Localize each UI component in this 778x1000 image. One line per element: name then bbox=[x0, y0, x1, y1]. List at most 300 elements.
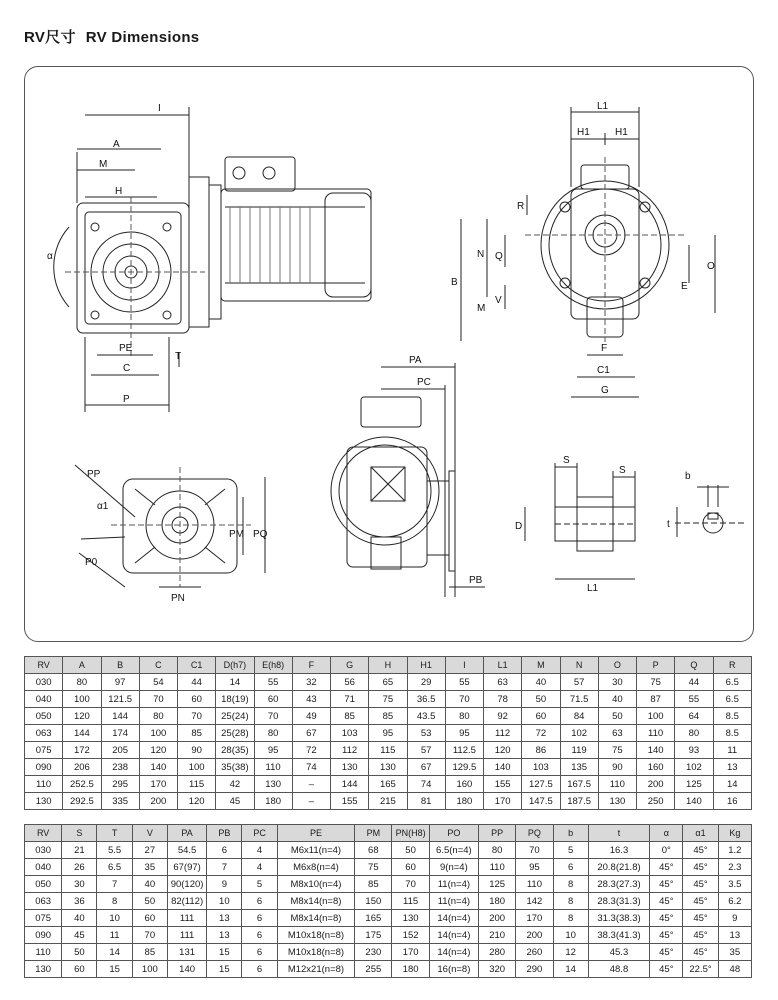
table-cell: 95 bbox=[254, 742, 292, 759]
dimensions-table-2-container bbox=[24, 824, 752, 978]
table-cell: 35 bbox=[718, 944, 751, 961]
table-cell: 6 bbox=[242, 961, 277, 978]
table-cell: 60 bbox=[392, 859, 429, 876]
label-P0: P0 bbox=[85, 557, 98, 568]
table-row bbox=[25, 674, 752, 691]
table-cell: 67 bbox=[407, 759, 445, 776]
title-cn: RV尺寸 bbox=[24, 29, 76, 46]
table-cell: 3.5 bbox=[718, 876, 751, 893]
table-cell: – bbox=[292, 793, 330, 810]
column-header: A bbox=[63, 657, 101, 674]
table-cell: 90(120) bbox=[167, 876, 206, 893]
label-H1-right: H1 bbox=[615, 127, 628, 138]
table-cell: 14 bbox=[216, 674, 254, 691]
table-cell: 85 bbox=[369, 708, 407, 725]
table-cell: 81 bbox=[407, 793, 445, 810]
table-cell: 6.5 bbox=[713, 691, 752, 708]
table-row bbox=[25, 725, 752, 742]
table-cell: 130 bbox=[369, 759, 407, 776]
table-cell: 36.5 bbox=[407, 691, 445, 708]
table-cell: 2.3 bbox=[718, 859, 751, 876]
table-cell: 170 bbox=[392, 944, 429, 961]
table-cell: 14(n=4) bbox=[429, 910, 478, 927]
column-header: N bbox=[560, 657, 598, 674]
row-model-cell: 050 bbox=[25, 708, 63, 725]
table-cell: 140 bbox=[484, 759, 522, 776]
row-model-cell: 090 bbox=[25, 927, 62, 944]
table-cell: 45° bbox=[683, 893, 718, 910]
table-cell: 14(n=4) bbox=[429, 927, 478, 944]
table-cell: 44 bbox=[675, 674, 713, 691]
table-cell: 8.5 bbox=[713, 725, 752, 742]
table-cell: 103 bbox=[331, 725, 369, 742]
table-cell: 74 bbox=[407, 776, 445, 793]
row-model-cell: 063 bbox=[25, 725, 63, 742]
table-cell: 45° bbox=[683, 944, 718, 961]
label-PC: PC bbox=[417, 377, 431, 388]
table-cell: 45° bbox=[650, 893, 683, 910]
table-cell: 70 bbox=[392, 876, 429, 893]
title-en: RV Dimensions bbox=[85, 29, 200, 46]
column-header: I bbox=[445, 657, 483, 674]
table-cell: 130 bbox=[392, 910, 429, 927]
table-cell: 95 bbox=[445, 725, 483, 742]
table-cell: 6 bbox=[242, 944, 277, 961]
table-cell: 170 bbox=[516, 910, 553, 927]
label-N: N bbox=[477, 249, 485, 260]
label-A: A bbox=[113, 139, 120, 150]
table-cell: 18(19) bbox=[216, 691, 254, 708]
table-cell: 31.3(38.3) bbox=[588, 910, 649, 927]
table-cell: 180 bbox=[254, 793, 292, 810]
row-model-cell: 040 bbox=[25, 859, 62, 876]
table-cell: 180 bbox=[392, 961, 429, 978]
column-header: S bbox=[62, 825, 97, 842]
table-cell: 100 bbox=[178, 759, 216, 776]
column-header: t bbox=[588, 825, 649, 842]
table-cell: 14(n=4) bbox=[429, 944, 478, 961]
row-model-cell: 050 bbox=[25, 876, 62, 893]
table-cell: 167.5 bbox=[560, 776, 598, 793]
table-cell: 71.5 bbox=[560, 691, 598, 708]
table-cell: 60 bbox=[132, 910, 167, 927]
table-cell: 125 bbox=[675, 776, 713, 793]
table-cell: 125 bbox=[479, 876, 516, 893]
table-cell: 74 bbox=[292, 759, 330, 776]
label-C1: C1 bbox=[597, 365, 610, 376]
table-cell: 25(28) bbox=[216, 725, 254, 742]
table-cell: 9(n=4) bbox=[429, 859, 478, 876]
column-header: b bbox=[553, 825, 588, 842]
table-cell: 57 bbox=[407, 742, 445, 759]
table-2-body bbox=[25, 842, 752, 978]
table-cell: 29 bbox=[407, 674, 445, 691]
table-cell: 160 bbox=[445, 776, 483, 793]
label-alpha1: α1 bbox=[97, 501, 109, 512]
column-header: Kg bbox=[718, 825, 751, 842]
table-cell: 120 bbox=[178, 793, 216, 810]
label-B: B bbox=[451, 277, 458, 288]
table-cell: 14 bbox=[97, 944, 132, 961]
column-header: P bbox=[637, 657, 675, 674]
table-cell: 57 bbox=[560, 674, 598, 691]
table-cell: 40 bbox=[522, 674, 560, 691]
table-cell: 280 bbox=[479, 944, 516, 961]
row-model-cell: 075 bbox=[25, 742, 63, 759]
table-cell: 160 bbox=[637, 759, 675, 776]
table-cell: 15 bbox=[207, 961, 242, 978]
table-cell: 255 bbox=[355, 961, 392, 978]
table-cell: 11 bbox=[97, 927, 132, 944]
table-cell: 50 bbox=[132, 893, 167, 910]
table-cell: – bbox=[292, 776, 330, 793]
column-header: F bbox=[292, 657, 330, 674]
column-header: L1 bbox=[484, 657, 522, 674]
column-header: RV bbox=[25, 825, 62, 842]
label-R: R bbox=[517, 201, 525, 212]
table-cell: 70 bbox=[139, 691, 177, 708]
table-cell: 110 bbox=[254, 759, 292, 776]
label-H1-left: H1 bbox=[577, 127, 590, 138]
table-cell: 67(97) bbox=[167, 859, 206, 876]
table-cell: M10x18(n=8) bbox=[277, 927, 355, 944]
table-cell: 27 bbox=[132, 842, 167, 859]
table-cell: 250 bbox=[637, 793, 675, 810]
table-cell: 60 bbox=[522, 708, 560, 725]
row-model-cell: 063 bbox=[25, 893, 62, 910]
label-O: O bbox=[707, 261, 715, 272]
table-cell: 35(38) bbox=[216, 759, 254, 776]
table-cell: 11(n=4) bbox=[429, 893, 478, 910]
table-cell: 0° bbox=[650, 842, 683, 859]
column-header: C1 bbox=[178, 657, 216, 674]
label-D: D bbox=[515, 521, 523, 532]
table-cell: 187.5 bbox=[560, 793, 598, 810]
table-cell: 140 bbox=[139, 759, 177, 776]
table-cell: 42 bbox=[216, 776, 254, 793]
column-header: PQ bbox=[516, 825, 553, 842]
table-cell: 45° bbox=[650, 961, 683, 978]
table-cell: 100 bbox=[63, 691, 101, 708]
gearbox-motor-view bbox=[54, 107, 371, 412]
table-cell: 44 bbox=[178, 674, 216, 691]
table-row bbox=[25, 759, 752, 776]
table-cell: 170 bbox=[139, 776, 177, 793]
label-S-right: S bbox=[619, 465, 626, 476]
table-cell: 206 bbox=[63, 759, 101, 776]
table-cell: 50 bbox=[62, 944, 97, 961]
table-cell: 70 bbox=[445, 691, 483, 708]
table-cell: 180 bbox=[479, 893, 516, 910]
label-M-front: M bbox=[477, 303, 486, 314]
table-cell: 144 bbox=[331, 776, 369, 793]
table-cell: 40 bbox=[132, 876, 167, 893]
table-cell: 40 bbox=[598, 691, 636, 708]
table-cell: 100 bbox=[139, 725, 177, 742]
label-V: V bbox=[495, 295, 502, 306]
table-cell: 6 bbox=[207, 842, 242, 859]
flange-face-view bbox=[75, 465, 265, 587]
table-cell: 129.5 bbox=[445, 759, 483, 776]
table-row bbox=[25, 742, 752, 759]
table-cell: 95 bbox=[516, 859, 553, 876]
table-cell: 50 bbox=[392, 842, 429, 859]
label-PB: PB bbox=[469, 575, 483, 586]
table-cell: 13 bbox=[207, 910, 242, 927]
table-cell: 100 bbox=[637, 708, 675, 725]
label-S-left: S bbox=[563, 455, 570, 466]
table-cell: M8x14(n=8) bbox=[277, 893, 355, 910]
column-header: B bbox=[101, 657, 139, 674]
table-cell: 45° bbox=[650, 944, 683, 961]
label-PN: PN bbox=[171, 593, 185, 604]
table-cell: 82(112) bbox=[167, 893, 206, 910]
table-cell: 16(n=8) bbox=[429, 961, 478, 978]
column-header: Q bbox=[675, 657, 713, 674]
table-cell: 54 bbox=[139, 674, 177, 691]
table-cell: 85 bbox=[178, 725, 216, 742]
table-1-header-row bbox=[25, 657, 752, 674]
column-header: H1 bbox=[407, 657, 445, 674]
table-cell: 40 bbox=[62, 910, 97, 927]
table-cell: 60 bbox=[62, 961, 97, 978]
table-cell: 115 bbox=[392, 893, 429, 910]
table-cell: 97 bbox=[101, 674, 139, 691]
table-row bbox=[25, 793, 752, 810]
label-alpha: α bbox=[47, 251, 53, 262]
table-row bbox=[25, 961, 752, 978]
table-cell: 60 bbox=[178, 691, 216, 708]
table-cell: 14 bbox=[713, 776, 752, 793]
table-cell: 10 bbox=[553, 927, 588, 944]
table-cell: 86 bbox=[522, 742, 560, 759]
label-Q: Q bbox=[495, 251, 503, 262]
row-model-cell: 075 bbox=[25, 910, 62, 927]
table-cell: 63 bbox=[484, 674, 522, 691]
label-t: t bbox=[667, 519, 670, 530]
table-cell: 110 bbox=[479, 859, 516, 876]
table-cell: 111 bbox=[167, 927, 206, 944]
column-header: O bbox=[598, 657, 636, 674]
table-cell: 210 bbox=[479, 927, 516, 944]
table-cell: 155 bbox=[484, 776, 522, 793]
table-cell: 205 bbox=[101, 742, 139, 759]
table-cell: 4 bbox=[242, 842, 277, 859]
table-cell: 110 bbox=[598, 776, 636, 793]
column-header: PC bbox=[242, 825, 277, 842]
table-cell: 71 bbox=[331, 691, 369, 708]
table-row bbox=[25, 944, 752, 961]
table-cell: 260 bbox=[516, 944, 553, 961]
table-cell: 165 bbox=[369, 776, 407, 793]
table-cell: 103 bbox=[522, 759, 560, 776]
table-cell: 80 bbox=[63, 674, 101, 691]
table-cell: 32 bbox=[292, 674, 330, 691]
row-model-cell: 040 bbox=[25, 691, 63, 708]
table-cell: 78 bbox=[484, 691, 522, 708]
table-cell: 45° bbox=[650, 910, 683, 927]
table-cell: 63 bbox=[598, 725, 636, 742]
table-cell: 90 bbox=[178, 742, 216, 759]
table-cell: 13 bbox=[718, 927, 751, 944]
table-cell: 16.3 bbox=[588, 842, 649, 859]
table-cell: 45° bbox=[683, 927, 718, 944]
table-cell: 15 bbox=[97, 961, 132, 978]
table-cell: 292.5 bbox=[63, 793, 101, 810]
column-header: C bbox=[139, 657, 177, 674]
table-cell: 135 bbox=[560, 759, 598, 776]
table-cell: 147.5 bbox=[522, 793, 560, 810]
table-cell: 21 bbox=[62, 842, 97, 859]
table-cell: 127.5 bbox=[522, 776, 560, 793]
table-cell: 95 bbox=[369, 725, 407, 742]
table-cell: 172 bbox=[63, 742, 101, 759]
table-cell: 5 bbox=[553, 842, 588, 859]
table-cell: 9 bbox=[207, 876, 242, 893]
row-model-cell: 130 bbox=[25, 793, 63, 810]
table-cell: 48.8 bbox=[588, 961, 649, 978]
table-cell: 35 bbox=[132, 859, 167, 876]
hollow-shaft-view bbox=[525, 463, 635, 579]
table-cell: 140 bbox=[167, 961, 206, 978]
table-row bbox=[25, 708, 752, 725]
table-cell: 1.2 bbox=[718, 842, 751, 859]
label-L1-front: L1 bbox=[597, 101, 609, 112]
table-cell: 230 bbox=[355, 944, 392, 961]
row-model-cell: 110 bbox=[25, 944, 62, 961]
column-header: R bbox=[713, 657, 752, 674]
label-M: M bbox=[99, 159, 108, 170]
table-cell: 55 bbox=[675, 691, 713, 708]
table-cell: 50 bbox=[598, 708, 636, 725]
table-cell: 5 bbox=[242, 876, 277, 893]
table-cell: 28(35) bbox=[216, 742, 254, 759]
table-cell: 45 bbox=[216, 793, 254, 810]
column-header: PM bbox=[355, 825, 392, 842]
table-cell: 72 bbox=[522, 725, 560, 742]
table-cell: 215 bbox=[369, 793, 407, 810]
table-cell: 60 bbox=[254, 691, 292, 708]
table-cell: 295 bbox=[101, 776, 139, 793]
label-G: G bbox=[601, 385, 609, 396]
table-cell: 45 bbox=[62, 927, 97, 944]
table-cell: 6 bbox=[242, 927, 277, 944]
table-cell: 155 bbox=[331, 793, 369, 810]
table-row bbox=[25, 859, 752, 876]
table-cell: 131 bbox=[167, 944, 206, 961]
label-L1-shaft: L1 bbox=[587, 583, 599, 594]
table-cell: M8x10(n=4) bbox=[277, 876, 355, 893]
table-cell: 200 bbox=[637, 776, 675, 793]
table-cell: 140 bbox=[637, 742, 675, 759]
page-title bbox=[24, 26, 199, 47]
table-cell: 200 bbox=[479, 910, 516, 927]
table-1-body bbox=[25, 674, 752, 810]
column-header: α bbox=[650, 825, 683, 842]
table-cell: 20.8(21.8) bbox=[588, 859, 649, 876]
table-cell: 120 bbox=[139, 742, 177, 759]
table-cell: M12x21(n=8) bbox=[277, 961, 355, 978]
table-cell: 56 bbox=[331, 674, 369, 691]
keyway-detail-view bbox=[675, 485, 745, 537]
column-header: PB bbox=[207, 825, 242, 842]
table-row bbox=[25, 842, 752, 859]
row-model-cell: 030 bbox=[25, 674, 63, 691]
table-cell: 165 bbox=[355, 910, 392, 927]
column-header: PE bbox=[277, 825, 355, 842]
table-cell: 100 bbox=[132, 961, 167, 978]
table-cell: 28.3(31.3) bbox=[588, 893, 649, 910]
table-cell: 150 bbox=[355, 893, 392, 910]
table-cell: 68 bbox=[355, 842, 392, 859]
table-row bbox=[25, 691, 752, 708]
table-cell: 13 bbox=[207, 927, 242, 944]
row-model-cell: 130 bbox=[25, 961, 62, 978]
table-cell: 200 bbox=[516, 927, 553, 944]
table-cell: 80 bbox=[254, 725, 292, 742]
table-cell: 7 bbox=[207, 859, 242, 876]
column-header: M bbox=[522, 657, 560, 674]
label-b: b bbox=[685, 471, 691, 482]
table-cell: 290 bbox=[516, 961, 553, 978]
column-header: H bbox=[369, 657, 407, 674]
table-cell: 5.5 bbox=[97, 842, 132, 859]
table-cell: 54.5 bbox=[167, 842, 206, 859]
table-cell: M8x14(n=8) bbox=[277, 910, 355, 927]
table-cell: 55 bbox=[445, 674, 483, 691]
table-cell: 50 bbox=[522, 691, 560, 708]
table-cell: 28.3(27.3) bbox=[588, 876, 649, 893]
table-cell: 13 bbox=[713, 759, 752, 776]
table-cell: 45° bbox=[650, 859, 683, 876]
table-cell: 67 bbox=[292, 725, 330, 742]
table-cell: 80 bbox=[675, 725, 713, 742]
table-cell: 70 bbox=[132, 927, 167, 944]
table-cell: 335 bbox=[101, 793, 139, 810]
column-header: E(h8) bbox=[254, 657, 292, 674]
table-cell: 120 bbox=[484, 742, 522, 759]
table-row bbox=[25, 876, 752, 893]
table-cell: M6x8(n=4) bbox=[277, 859, 355, 876]
table-cell: 45.3 bbox=[588, 944, 649, 961]
column-header: PA bbox=[167, 825, 206, 842]
column-header: PP bbox=[479, 825, 516, 842]
table-cell: 320 bbox=[479, 961, 516, 978]
dimension-drawing-panel bbox=[24, 66, 754, 642]
table-cell: 11 bbox=[713, 742, 752, 759]
dimensions-table-1-container bbox=[24, 656, 752, 810]
table-row bbox=[25, 776, 752, 793]
table-cell: 80 bbox=[479, 842, 516, 859]
table-cell: 45° bbox=[650, 876, 683, 893]
row-model-cell: 110 bbox=[25, 776, 63, 793]
label-PM: PM bbox=[229, 529, 244, 540]
column-header: PN(H8) bbox=[392, 825, 429, 842]
table-cell: 4 bbox=[242, 859, 277, 876]
table-cell: 102 bbox=[675, 759, 713, 776]
table-cell: 80 bbox=[445, 708, 483, 725]
table-cell: 6 bbox=[242, 910, 277, 927]
table-cell: 16 bbox=[713, 793, 752, 810]
table-cell: 85 bbox=[132, 944, 167, 961]
table-cell: 93 bbox=[675, 742, 713, 759]
dimensions-table-2 bbox=[24, 824, 752, 978]
gearbox-flange-side-view bbox=[331, 363, 485, 597]
table-cell: 90 bbox=[598, 759, 636, 776]
table-cell: 144 bbox=[63, 725, 101, 742]
label-E: E bbox=[681, 281, 688, 292]
table-cell: 112 bbox=[484, 725, 522, 742]
